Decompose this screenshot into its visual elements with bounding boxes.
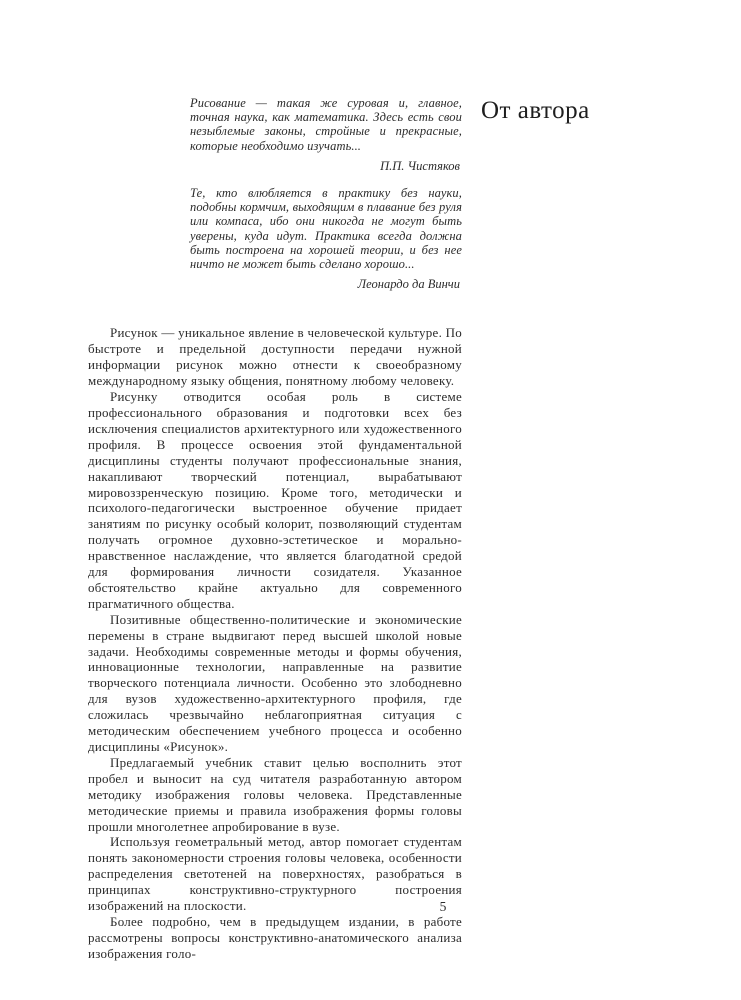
body-paragraph: Рисунку отводится особая роль в системе профессионального образования и подготовки всех без исключения специалистов архитектурного или художественного профиля. В процессе освоения этой фундаментальной дисциплины студенты получают профессиональные знания, накапливают творческий потенциал, вырабатывают мировоззренческую позицию. Кроме того, методически и психолого-педагогически выстроенное обучение придает занятиям по рисунку особый колорит, позволяющий студентам получать огромное духовно-эстетическое и морально-нравственное наслаждение, что является благодатной средой для формирования личности созидателя. Указанное обстоятельство крайне актуально для современного прагматичного общества. [88,389,462,611]
body-paragraph: Предлагаемый учебник ставит целью восполнить этот пробел и выносит на суд читателя разработанную автором методику изображения головы человека. Представленные методические приемы и правила изображения формы головы прошли многолетнее апробирование в вузе. [88,754,462,834]
epigraph-text: Те, кто влюбляется в практику без науки, подобны кормчим, выходящим в плавание без руля или компаса, ибо они никогда не могут быть уверены, куда идут. Практика всегда должна быть построена на хорошей теории, и без нее ничто не может быть сделано хорошо... [190,186,462,272]
chapter-heading: От автора [481,97,590,124]
body-text [88,325,462,961]
body-paragraph: Используя геометральный метод, автор помогает студентам понять закономерности строения головы человека, особенности распределения светотеней на поверхностях, разобраться в принципах конструктивно-структурного построения изображений на плоскости. [88,834,462,914]
body-paragraph: Рисунок — уникальное явление в человеческой культуре. По быстроте и предельной доступности передачи нужной информации рисунок можно отнести к своеобразному международному языку общения, понятному любому человеку. [88,325,462,389]
epigraph-text: Рисование — такая же суровая и, главное, точная наука, как математика. Здесь есть свои незыблемые законы, стройные и прекрасные, которые необходимо изучать... [190,96,462,153]
epigraph-author: Леонардо да Винчи [357,277,460,292]
body-paragraph: Более подробно, чем в предыдущем издании, в работе рассмотрены вопросы конструктивно-анатомического анализа изображения голо- [88,913,462,961]
body-paragraph: Позитивные общественно-политические и экономические перемены в стране выдвигают перед высшей школой новые задачи. Необходимы современные методы и формы обучения, инновационные технологии, направленные на развитие творческого потенциала личности. Особенно это злободневно для вузов художественно-архитектурного профиля, где сложилась чрезвычайно неблагоприятная ситуация с методическим обеспечением учебного процесса и особенно дисциплины «Рисунок». [88,611,462,754]
epigraph-block [190,96,462,291]
page-number: 5 [439,899,447,914]
epigraph-author: П.П. Чистяков [380,158,460,173]
text-column [88,96,462,962]
epigraph-spacer [190,173,462,186]
